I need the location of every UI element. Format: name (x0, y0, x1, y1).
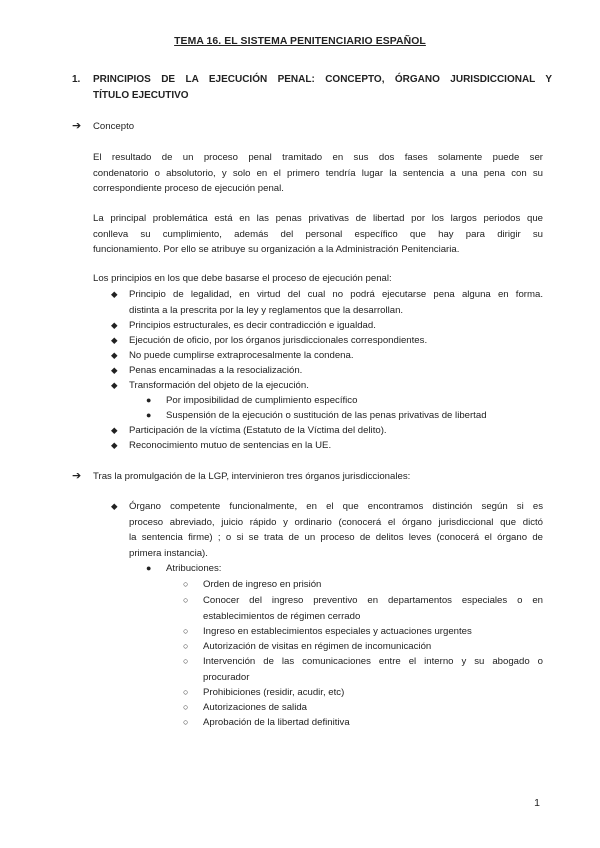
paragraph-line: El resultado de un proceso penal tramitado en sus dos fases solamente puede ser (93, 152, 543, 163)
circle-bullet-icon: ○ (183, 626, 189, 636)
diamond-bullet-icon: ◆ (111, 440, 118, 450)
dot-bullet-icon: ● (146, 395, 152, 405)
arrow-icon: ➔ (72, 120, 82, 132)
diamond-bullet-icon: ◆ (111, 350, 118, 360)
list-item (111, 363, 543, 379)
circle-bullet-icon: ○ (183, 702, 189, 712)
section-heading-line2: TÍTULO EJECUTIVO (93, 90, 189, 101)
circle-bullet-icon: ○ (183, 579, 189, 589)
diamond-bullet-icon: ◆ (111, 365, 118, 375)
section-number: 1. (72, 74, 81, 85)
list-item-text: Órgano competente funcionalmente, en el que encontramos distinción según si es (129, 501, 543, 512)
list-item (111, 438, 543, 454)
sub-list-item (146, 561, 543, 577)
list-item (111, 378, 543, 394)
circle-bullet-icon: ○ (183, 687, 189, 697)
sub-list-item-text: Por imposibilidad de cumplimiento específico (166, 395, 358, 406)
paragraph-line: correspondiente proceso de ejecución penal. (93, 183, 284, 195)
lgp-label: Tras la promulgación de la LGP, intervinieron tres órganos jurisdiccionales: (93, 471, 411, 482)
list-item-text: proceso abreviado, juicio rápido y ordinario (conocerá el órgano jurisdiccional que dictó (129, 516, 543, 528)
diamond-bullet-icon: ◆ (111, 501, 118, 511)
list-item-text: distinta a la prescrita por la ley y reglamentos que la desarrollan. (129, 304, 404, 316)
list-item-text: primera instancia). (129, 547, 208, 559)
page-number: 1 (534, 797, 540, 809)
nested-list-item (183, 639, 543, 655)
paragraph-line: conlleva su cumplimiento, además del personal específico que hay para dirigir su (93, 228, 543, 240)
circle-bullet-icon: ○ (183, 595, 189, 605)
nested-list-item (183, 685, 543, 701)
diamond-bullet-icon: ◆ (111, 289, 118, 299)
circle-bullet-icon: ○ (183, 717, 189, 727)
nested-list-item (183, 593, 543, 624)
nested-list-item-text: Autorizaciones de salida (203, 702, 307, 713)
nested-list-item-text: Autorización de visitas en régimen de incomunicación (203, 641, 432, 652)
diamond-bullet-icon: ◆ (111, 320, 118, 330)
list-item (111, 333, 543, 349)
nested-list-item-text: procurador (203, 671, 250, 683)
nested-list-item (183, 577, 543, 593)
nested-list-item-text: Ingreso en establecimientos especiales y actuaciones urgentes (203, 626, 472, 637)
paragraph-line: Los principios en los que debe basarse el proceso de ejecución penal: (93, 273, 392, 284)
nested-list-item-text: Intervención de las comunicaciones entre el interno y su abogado o (203, 656, 543, 667)
list-item-text: la sentencia firme) ; o si se trata de un proceso de delitos leves (conocerá el órgano de (129, 532, 543, 544)
paragraph-line: condenatorio o absolutorio, y solo en el primero tendría lugar la sentencia a una pena con su (93, 167, 543, 179)
dot-bullet-icon: ● (146, 410, 152, 420)
nested-list-item (183, 624, 543, 640)
circle-bullet-icon: ○ (183, 641, 189, 651)
circle-bullet-icon: ○ (183, 656, 189, 666)
diamond-bullet-icon: ◆ (111, 335, 118, 345)
list-item-text: Participación de la víctima (Estatuto de la Víctima del delito). (129, 425, 387, 436)
list-item (111, 348, 543, 364)
nested-list-item-text: Conocer del ingreso preventivo en departamentos especiales o en (203, 595, 543, 606)
list-item-text: Reconocimiento mutuo de sentencias en la UE. (129, 440, 332, 451)
sub-list-item-text: Atribuciones: (166, 563, 222, 574)
dot-bullet-icon: ● (146, 563, 152, 573)
section-heading-line1: PRINCIPIOS DE LA EJECUCIÓN PENAL: CONCEPTO, ÓRGANO JURISDICCIONAL Y (93, 74, 552, 85)
nested-list-item-text: establecimientos de régimen cerrado (203, 610, 361, 622)
list-item (111, 499, 543, 561)
page-title: TEMA 16. EL SISTEMA PENITENCIARIO ESPAÑOL (174, 36, 426, 47)
principios-intro (93, 271, 543, 287)
diamond-bullet-icon: ◆ (111, 425, 118, 435)
sub-list-item (146, 408, 543, 424)
arrow-icon: ➔ (72, 470, 82, 482)
sub-list-item (146, 393, 543, 409)
concepto-paragraph-1 (93, 150, 543, 197)
list-item-text: Principios estructurales, es decir contradicción e igualdad. (129, 320, 376, 331)
list-item-text: Penas encaminadas a la resocialización. (129, 365, 303, 376)
nested-list-item-text: Aprobación de la libertad definitiva (203, 717, 350, 728)
list-item-text: No puede cumplirse extraprocesalmente la condena. (129, 350, 354, 361)
list-item (111, 423, 543, 439)
list-item (111, 287, 543, 318)
sub-list-item-text: Suspensión de la ejecución o sustitución de las penas privativas de libertad (166, 410, 487, 421)
nested-list-item (183, 700, 543, 716)
nested-list-item-text: Prohibiciones (residir, acudir, etc) (203, 687, 345, 698)
list-item (111, 318, 543, 334)
nested-list-item (183, 654, 543, 685)
paragraph-line: funcionamiento. Por ello se atribuye su organización a la Administración Penitenciaria. (93, 244, 460, 256)
nested-list-item-text: Orden de ingreso en prisión (203, 579, 322, 590)
nested-list-item (183, 715, 543, 731)
section-heading (72, 72, 552, 104)
concepto-label: Concepto (93, 121, 135, 132)
paragraph-line: La principal problemática está en las penas privativas de libertad por los largos periodos que (93, 213, 543, 224)
list-item-text: Transformación del objeto de la ejecución. (129, 380, 309, 391)
concepto-paragraph-2 (93, 211, 543, 258)
diamond-bullet-icon: ◆ (111, 380, 118, 390)
list-item-text: Principio de legalidad, en virtud del cual no podrá ejecutarse pena alguna en forma. (129, 289, 543, 300)
list-item-text: Ejecución de oficio, por los órganos jurisdiccionales correspondientes. (129, 335, 428, 346)
